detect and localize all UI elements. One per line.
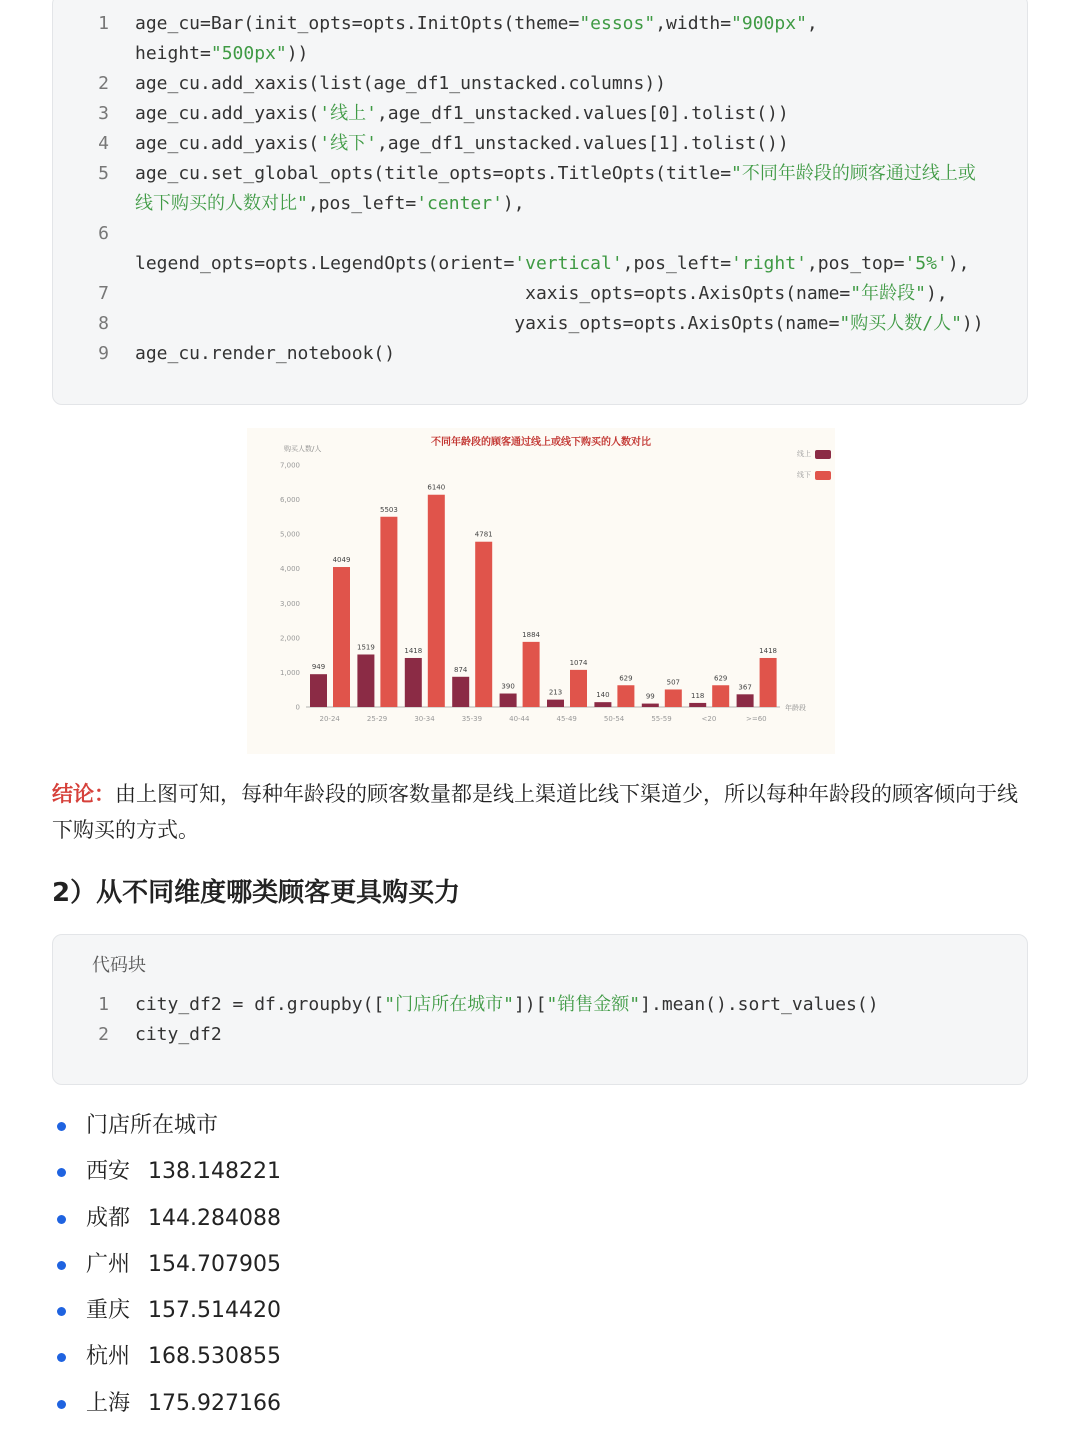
code-string: "900px" — [731, 13, 807, 34]
code-text — [135, 159, 976, 189]
bar-online — [689, 703, 706, 707]
code-string: "500px" — [210, 43, 287, 64]
code-text — [135, 249, 970, 279]
data-label: 118 — [691, 691, 705, 700]
result-list — [52, 1104, 281, 1428]
legend-label: 线下 — [797, 471, 811, 479]
legend-swatch — [815, 450, 831, 459]
code-token: age_cu.add_yaxis( — [135, 103, 320, 124]
bullet-dot-icon — [57, 1353, 66, 1362]
bar-online — [547, 700, 564, 707]
code-text — [135, 39, 308, 69]
code-token: )) — [286, 43, 309, 64]
city-name: 成都 — [86, 1205, 131, 1231]
line-number: 4 — [98, 133, 109, 154]
bar-offline — [333, 567, 350, 707]
y-tick-label: 6,000 — [279, 496, 300, 505]
code-text — [135, 279, 948, 309]
bar-offline — [760, 658, 777, 707]
code-token: ,width= — [655, 13, 732, 34]
line-number: 1 — [98, 13, 109, 34]
code-token: age_cu.add_xaxis(list(age_df1_unstacked.columns)) — [135, 73, 667, 94]
bar-chart — [247, 428, 835, 754]
code-token: ])[ — [513, 994, 547, 1015]
data-label: 140 — [596, 691, 610, 700]
data-label: 874 — [454, 665, 468, 674]
data-label: 507 — [666, 678, 680, 687]
chart-title: 不同年龄段的顾客通过线上或线下购买的人数对比 — [431, 437, 651, 448]
code-token: city_df2 — [135, 1024, 222, 1045]
bar-offline — [570, 670, 587, 707]
data-label: 4049 — [332, 556, 351, 565]
x-tick-label: 55-59 — [651, 715, 672, 723]
code-token: ,age_df1_unstacked.values[1].tolist()) — [376, 133, 789, 154]
code-token: legend_opts=opts.LegendOpts(orient= — [135, 253, 515, 274]
data-label: 1418 — [759, 646, 778, 655]
x-axis-name: 年龄段 — [785, 704, 806, 712]
result-row — [52, 1150, 281, 1196]
data-label: 213 — [548, 688, 563, 697]
city-name: 西安 — [86, 1159, 131, 1185]
data-label: 629 — [619, 674, 633, 683]
code-token: ,pos_left= — [307, 193, 417, 214]
code-text — [135, 9, 818, 39]
code-string: '5%' — [904, 253, 948, 274]
x-tick-label: 45-49 — [556, 715, 577, 723]
mean-sales-value: 138.148221 — [148, 1159, 281, 1185]
code-text — [135, 309, 984, 339]
result-row — [52, 1197, 281, 1243]
code-text — [135, 129, 789, 159]
code-string: 'center' — [416, 193, 503, 214]
line-number: 1 — [98, 994, 109, 1015]
code-text — [135, 1020, 222, 1050]
x-tick-label: 40-44 — [509, 715, 530, 723]
section-title: 2）从不同维度哪类顾客更具购买力 — [52, 878, 461, 908]
line-number: 2 — [98, 73, 109, 94]
code-token: age_cu.add_yaxis( — [135, 133, 320, 154]
code-string: 'vertical' — [514, 253, 623, 274]
conclusion-paragraph — [52, 776, 1032, 848]
bar-online — [642, 704, 659, 707]
code-token: ,age_df1_unstacked.values[0].tolist()) — [376, 103, 789, 124]
bar-offline — [712, 685, 729, 707]
code-token: height= — [135, 43, 211, 64]
line-number: 3 — [98, 103, 109, 124]
mean-sales-value: 157.514420 — [148, 1298, 281, 1324]
result-row — [52, 1243, 281, 1289]
bar-offline — [523, 642, 540, 707]
code-block-label: 代码块 — [92, 955, 146, 976]
y-axis-name: 购买人数/人 — [284, 445, 322, 453]
bullet-dot-icon — [57, 1400, 66, 1409]
bar-online — [500, 694, 517, 707]
code-token: yaxis_opts=opts.AxisOpts(name= — [135, 313, 840, 334]
result-header-item — [52, 1104, 281, 1150]
mean-sales-value: 144.284088 — [148, 1205, 281, 1231]
line-number: 8 — [98, 313, 109, 334]
city-name: 重庆 — [86, 1298, 131, 1324]
bar-online — [310, 674, 327, 707]
data-label: 4781 — [474, 530, 493, 539]
data-label: 1074 — [569, 658, 588, 667]
code-token: xaxis_opts=opts.AxisOpts(name= — [135, 283, 851, 304]
bar-offline — [617, 685, 634, 707]
bullet-dot-icon — [57, 1215, 66, 1224]
bullet-dot-icon — [57, 1307, 66, 1316]
bar-online — [452, 677, 469, 707]
mean-sales-value: 168.530855 — [148, 1344, 281, 1370]
code-token: ), — [947, 253, 970, 274]
code-token: , — [806, 13, 818, 34]
code-block-groupby — [52, 934, 1028, 1085]
code-string: "不同年龄段的顾客通过线上或 — [731, 163, 976, 184]
bullet-dot-icon — [57, 1261, 66, 1270]
line-number: 6 — [98, 223, 109, 244]
x-tick-label: <20 — [701, 715, 717, 723]
chart-marks — [280, 449, 831, 723]
result-row — [52, 1289, 281, 1335]
code-token: )) — [961, 313, 984, 334]
data-label: 1519 — [356, 643, 375, 652]
y-tick-label: 7,000 — [279, 461, 300, 470]
code-string: 'right' — [731, 253, 807, 274]
bar-online — [737, 694, 754, 707]
code-string: '线上' — [319, 103, 377, 124]
bullet-dot-icon — [57, 1168, 66, 1177]
data-label: 1884 — [522, 630, 541, 639]
y-tick-label: 2,000 — [279, 634, 300, 643]
legend-label: 线上 — [797, 450, 811, 458]
bar-online — [357, 654, 374, 707]
bar-offline — [380, 517, 397, 707]
line-number: 2 — [98, 1024, 109, 1045]
code-string: "essos" — [579, 13, 656, 34]
result-header: 门店所在城市 — [86, 1113, 219, 1138]
result-row — [52, 1335, 281, 1381]
data-label: 629 — [714, 674, 728, 683]
x-tick-label: 20-24 — [319, 715, 340, 723]
mean-sales-value: 175.927166 — [148, 1390, 281, 1416]
code-string: 线下购买的人数对比" — [135, 193, 308, 214]
bullet-dot-icon — [57, 1122, 66, 1131]
code-text — [135, 189, 525, 219]
code-text — [135, 990, 879, 1020]
code-string: "年龄段" — [850, 283, 926, 304]
y-tick-label: 1,000 — [279, 668, 300, 677]
data-label: 1418 — [404, 646, 423, 655]
line-number: 5 — [98, 163, 109, 184]
bar-offline — [475, 542, 492, 707]
code-token: ,pos_left= — [622, 253, 732, 274]
code-token: ].mean().sort_values() — [640, 994, 879, 1015]
code-text — [135, 99, 789, 129]
legend-swatch — [815, 471, 831, 480]
code-token: age_cu.set_global_opts(title_opts=opts.TitleOpts(title= — [135, 163, 732, 184]
code-token: city_df2 = df.groupby([ — [135, 994, 385, 1015]
x-tick-label: 25-29 — [366, 715, 388, 723]
data-label: 6140 — [427, 483, 446, 492]
city-name: 广州 — [86, 1251, 131, 1277]
code-string: "销售金额" — [546, 994, 641, 1015]
bar-offline — [665, 689, 682, 707]
data-label: 367 — [738, 683, 752, 692]
y-tick-label: 3,000 — [279, 599, 300, 608]
x-tick-label: >=60 — [745, 715, 767, 723]
code-string: "购买人数/人" — [839, 313, 962, 334]
x-tick-label: 30-34 — [414, 715, 435, 723]
code-token: ), — [502, 193, 525, 214]
y-tick-label: 5,000 — [279, 530, 300, 539]
code-token: age_cu=Bar(init_opts=opts.InitOpts(theme= — [135, 13, 580, 34]
line-number: 7 — [98, 283, 109, 304]
y-tick-label: 0 — [295, 703, 300, 712]
result-row — [52, 1382, 281, 1428]
mean-sales-value: 154.707905 — [148, 1251, 281, 1277]
code-token: ,pos_top= — [806, 253, 905, 274]
code-text — [135, 339, 395, 369]
data-label: 99 — [645, 692, 655, 701]
city-name: 杭州 — [86, 1344, 131, 1370]
line-number: 9 — [98, 343, 109, 364]
x-tick-label: 50-54 — [603, 715, 625, 723]
data-label: 949 — [311, 663, 326, 672]
x-tick-label: 35-39 — [461, 715, 483, 723]
bar-online — [594, 702, 611, 707]
code-token: age_cu.render_notebook() — [135, 343, 396, 364]
code-string: "门店所在城市" — [384, 994, 514, 1015]
data-label: 5503 — [379, 505, 398, 514]
conclusion-text: 由上图可知，每种年龄段的顾客数量都是线上渠道比线下渠道少，所以每种年龄段的顾客倾向于线下购买的方式。 — [52, 782, 1018, 842]
y-tick-label: 4,000 — [279, 565, 300, 574]
bar-online — [405, 658, 422, 707]
code-block-chart — [52, 0, 1028, 405]
bar-offline — [428, 495, 445, 707]
city-name: 上海 — [86, 1390, 131, 1416]
conclusion-label: 结论： — [52, 782, 115, 806]
code-text — [135, 69, 666, 99]
code-token: ), — [925, 283, 948, 304]
code-string: '线下' — [319, 133, 377, 154]
chart-svg — [247, 428, 835, 754]
data-label: 390 — [501, 682, 515, 691]
